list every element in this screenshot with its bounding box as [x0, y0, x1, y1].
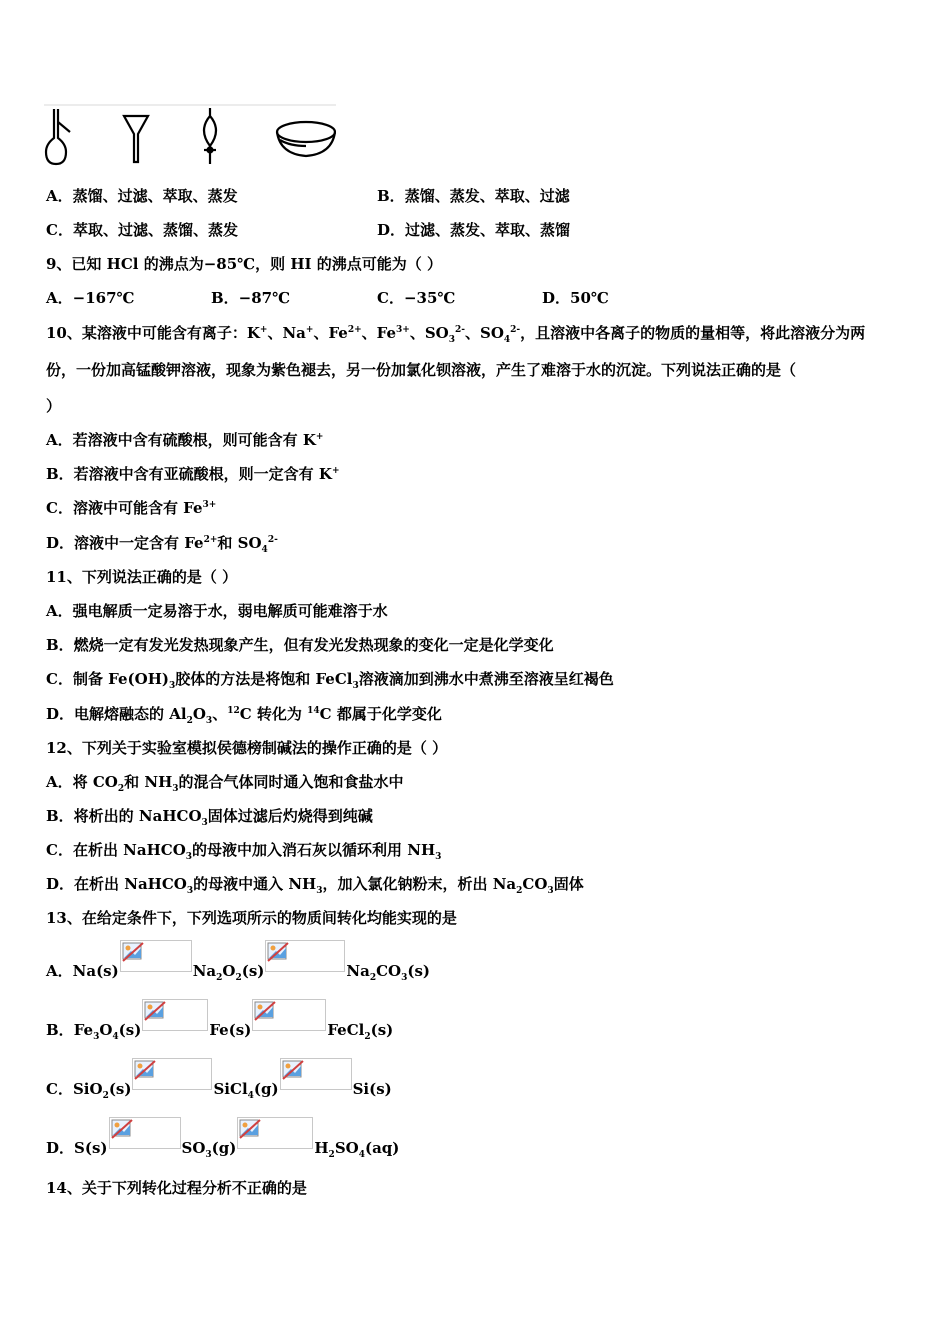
q12-option-c[interactable]: C．在析出 NaHCO$_3$的母液中加入消石灰以循环利用 $NH_3$ — [46, 841, 442, 862]
q8-option-a[interactable]: A．蒸馏、过滤、萃取、蒸发 — [46, 187, 238, 205]
broken-image-icon — [252, 999, 326, 1031]
q10-option-d[interactable]: D．溶液中一定含有 $Fe^{2+}$和 $SO_4^{2-}$ — [46, 534, 278, 555]
q12-stem: 12、下列关于实验室模拟侯德榜制碱法的操作正确的是（ ） — [46, 739, 448, 757]
q10-stem-line-3: ） — [46, 397, 62, 415]
q11-option-a[interactable]: A．强电解质一定易溶于水，弱电解质可能难溶于水 — [46, 602, 388, 620]
q9-stem: 9、已知 HCl 的沸点为−85℃，则 HI 的沸点可能为（ ） — [46, 255, 443, 273]
q11-option-d[interactable]: D．电解熔融态的 $Al_2O_3$、$^{12}$C 转化为 $^{14}$C 都属于化学变化 — [46, 705, 442, 726]
q14-stem: 14、关于下列转化过程分析不正确的是 — [46, 1179, 307, 1197]
q8-option-d[interactable]: D．过滤、蒸发、萃取、蒸馏 — [377, 221, 571, 239]
distillation-flask-icon — [46, 109, 70, 164]
q12-option-b[interactable]: B．将析出的 NaHCO$_3$固体过滤后灼烧得到纯碱 — [46, 807, 373, 828]
q9-option-a[interactable]: A．−167℃ — [46, 289, 135, 307]
apparatus-figure — [44, 104, 336, 168]
q9-option-d[interactable]: D．50℃ — [542, 289, 609, 307]
q13-option-c[interactable]: C．SiO$_2$(s) SiCl$_4$(g) Si(s) — [46, 1058, 392, 1092]
q10-stem-line-1: 10、某溶液中可能含有离子：K+、Na+、$Fe^{2+}$、$Fe^{3+}$、$SO_3^{2-}$、$SO_4^{2-}$，且溶液中各离子的物质的量相等，将此溶液分为两 — [46, 324, 866, 345]
q13-stem: 13、在给定条件下，下列选项所示的物质间转化均能实现的是 — [46, 909, 457, 927]
evaporating-dish-icon — [277, 122, 335, 156]
broken-image-icon — [280, 1058, 352, 1090]
q8-options-row-2 — [46, 220, 571, 240]
funnel-icon — [124, 116, 148, 162]
q13-option-d[interactable]: D．S(s) $SO_3(g)$ $H_2SO_4(aq)$ — [46, 1117, 399, 1151]
broken-image-icon — [237, 1117, 313, 1149]
q9-options — [46, 288, 646, 308]
q8-option-b[interactable]: B．蒸馏、蒸发、萃取、过滤 — [377, 187, 570, 205]
q10-stem-line-2: 份，一份加高锰酸钾溶液，现象为紫色褪去，另一份加氯化钡溶液，产生了难溶于水的沉淀。下列说法正确的是（ — [46, 361, 797, 379]
q8-option-c[interactable]: C．萃取、过滤、蒸馏、蒸发 — [46, 221, 238, 239]
q11-stem: 11、下列说法正确的是（ ） — [46, 568, 238, 586]
q9-option-c[interactable]: C．−35℃ — [377, 289, 456, 307]
q12-option-d[interactable]: D．在析出 NaHCO$_3$的母液中通入 $NH_3$，加入氯化钠粉末，析出 $Na_2CO_3$固体 — [46, 875, 584, 896]
q11-option-c[interactable]: C．制备 $Fe(OH)_3$胶体的方法是将饱和 FeCl$_3$溶液滴加到沸水中煮沸至溶液呈红褐色 — [46, 670, 614, 691]
q13-option-a[interactable]: A．Na(s) $Na_2O_2(s)$ $Na_2CO_3(s)$ — [46, 940, 430, 974]
q9-option-b[interactable]: B．−87℃ — [211, 289, 291, 307]
q10-option-a[interactable]: A．若溶液中含有硫酸根，则可能含有 K+ — [46, 431, 324, 449]
broken-image-icon — [265, 940, 345, 972]
broken-image-icon — [109, 1117, 181, 1149]
q10-option-c[interactable]: C．溶液中可能含有 $Fe^{3+}$ — [46, 499, 217, 517]
broken-image-icon — [142, 999, 208, 1031]
q8-options-row-1 — [46, 186, 570, 206]
separatory-funnel-icon — [204, 108, 216, 164]
q10-option-b[interactable]: B．若溶液中含有亚硫酸根，则一定含有 K+ — [46, 465, 340, 483]
q11-option-b[interactable]: B．燃烧一定有发光发热现象产生，但有发光发热现象的变化一定是化学变化 — [46, 636, 554, 654]
broken-image-icon — [132, 1058, 212, 1090]
q13-option-b[interactable]: B．$Fe_3O_4(s)$ Fe(s) FeCl$_2$(s) — [46, 999, 393, 1033]
q12-option-a[interactable]: A．将 $CO_2$和 $NH_3$的混合气体同时通入饱和食盐水中 — [46, 773, 404, 794]
broken-image-icon — [120, 940, 192, 972]
